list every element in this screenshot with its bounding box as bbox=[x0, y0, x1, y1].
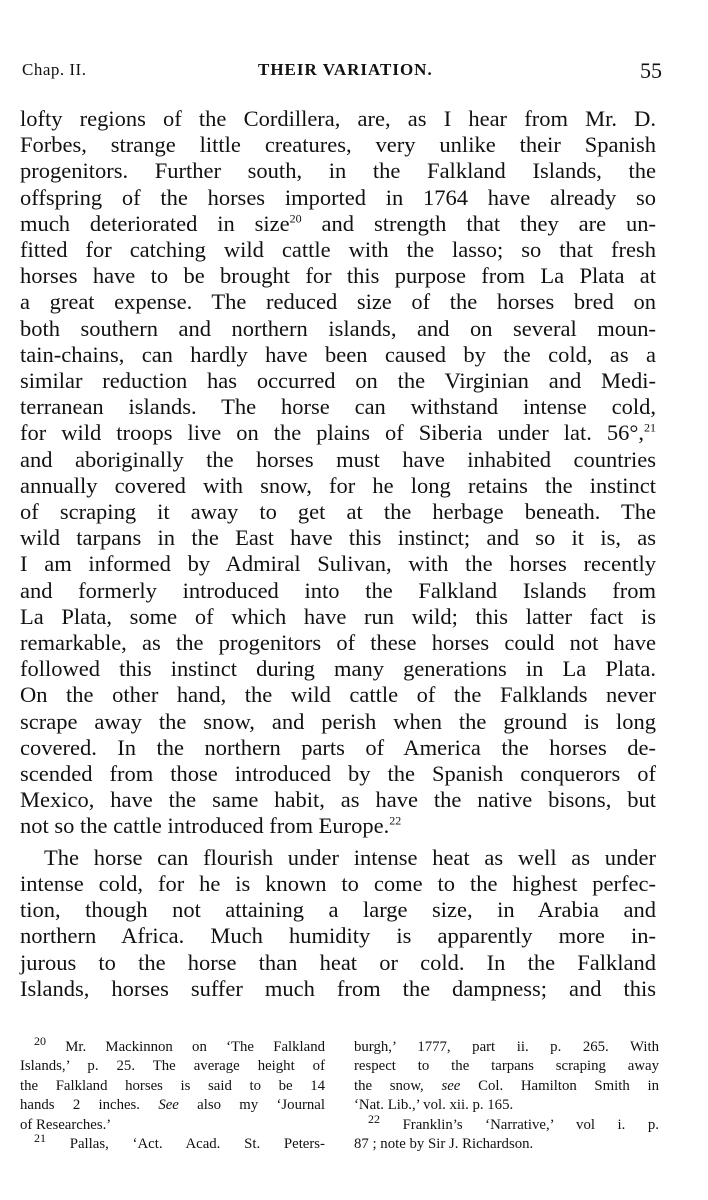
footnote-see: See bbox=[158, 1097, 179, 1114]
text-line: followed this instinct during many generations in La Plata. bbox=[20, 656, 656, 682]
text-line bbox=[20, 211, 656, 237]
footnote-text: Mr. Mackinnon on ‘The Falkland bbox=[65, 1039, 326, 1055]
footnote-text: Franklin’s ‘Narrative,’ vol i. p. bbox=[402, 1116, 659, 1133]
footnote-20-line bbox=[20, 1096, 325, 1115]
text-line: scended from those introduced by the Spanish conquerors of bbox=[20, 761, 656, 787]
text-line: fitted for catching wild cattle with the lasso; so that fresh bbox=[20, 237, 656, 263]
text-line: wild tarpans in the East have this instinct; and so it is, as bbox=[20, 525, 656, 551]
text-line: annually covered with snow, for he long retains the instinct bbox=[20, 472, 656, 498]
text-fragment: not so the cattle introduced from Europe. bbox=[20, 813, 390, 839]
text-line: a great expense. The reduced size of the horses bred on bbox=[20, 289, 656, 315]
text-line: both southern and northern islands, and on several moun- bbox=[20, 315, 656, 341]
body-text bbox=[20, 106, 656, 1002]
footnote-text: the snow, bbox=[354, 1077, 424, 1094]
text-line: Forbes, strange little creatures, very unlike their Spanish bbox=[20, 132, 656, 158]
text-line: covered. In the northern parts of America the horses de- bbox=[20, 734, 656, 760]
text-fragment: much deteriorated in size bbox=[20, 210, 290, 236]
text-line: and aboriginally the horses must have inhabited countries bbox=[20, 446, 656, 472]
text-line: The horse can flourish under intense heat as well as under bbox=[44, 844, 656, 870]
text-line: remarkable, as the progenitors of these horses could not have bbox=[20, 630, 656, 656]
footnote-21-line bbox=[20, 1131, 325, 1154]
footnote-20-line bbox=[20, 1034, 326, 1057]
text-line: Islands, horses suffer much from the dampness; and this bbox=[20, 975, 656, 1001]
footnote-21-line: respect to the tarpans scraping away bbox=[354, 1058, 659, 1075]
footnotes bbox=[20, 1034, 660, 1168]
text-line: offspring of the horses imported in 1764 have already so bbox=[20, 184, 656, 210]
text-line: progenitors. Further south, in the Falkland Islands, the bbox=[20, 158, 656, 184]
footnote-22-line: 87 ; note by Sir J. Richardson. bbox=[354, 1136, 534, 1153]
footnote-text: Col. Hamilton Smith in bbox=[478, 1077, 660, 1094]
footnote-ref-21: 21 bbox=[644, 420, 656, 435]
text-line bbox=[20, 813, 656, 839]
footnote-see: see bbox=[441, 1077, 461, 1094]
text-line: tion, though not attaining a large size, in Arabia and bbox=[20, 897, 656, 923]
footnote-ref-20: 20 bbox=[289, 211, 302, 226]
text-line: similar reduction has occurred on the Virginian and Medi- bbox=[20, 368, 656, 394]
footnote-column-right bbox=[354, 1038, 659, 1154]
footnote-mark-22: 22 bbox=[368, 1111, 380, 1126]
text-line: La Plata, some of which have run wild; this latter fact is bbox=[20, 603, 656, 629]
page-number: 55 bbox=[640, 58, 662, 83]
text-line: horses have to be brought for this purpose from La Plata at bbox=[20, 263, 656, 289]
text-line: northern Africa. Much humidity is apparently more in- bbox=[20, 923, 656, 949]
paragraph bbox=[20, 845, 656, 1002]
text-line: lofty regions of the Cordillera, are, as I hear from Mr. D. bbox=[20, 106, 656, 131]
paragraph bbox=[20, 106, 656, 840]
text-line: of scraping it away to get at the herbage beneath. The bbox=[20, 499, 656, 525]
footnote-20-line: Islands,’ p. 25. The average height of bbox=[20, 1058, 325, 1075]
footnote-ref-22: 22 bbox=[389, 813, 402, 828]
running-header bbox=[22, 58, 662, 92]
text-line: I am informed by Admiral Sulivan, with the horses recently bbox=[20, 551, 656, 577]
footnote-column-left bbox=[20, 1034, 326, 1154]
footnote-22-line bbox=[354, 1111, 659, 1135]
text-fragment: for wild troops live on the plains of Siberia under lat. 56°, bbox=[20, 420, 644, 446]
text-line: tain-chains, can hardly have been caused by the cold, as a bbox=[20, 341, 656, 367]
footnote-20-line: of Researches.’ bbox=[20, 1116, 112, 1133]
footnote-mark-21: 21 bbox=[34, 1131, 46, 1146]
text-line: On the other hand, the wild cattle of the Falklands never bbox=[20, 682, 656, 708]
footnote-text: also my ‘Journal bbox=[197, 1097, 325, 1114]
text-line: intense cold, for he is known to come to the highest perfec- bbox=[20, 870, 656, 896]
chapter-label: Chap. II. bbox=[22, 60, 87, 79]
footnote-20-line: the Falkland horses is said to be 14 bbox=[20, 1077, 325, 1094]
footnote-21-line bbox=[354, 1077, 659, 1096]
footnote-21-line: ‘Nat. Lib.,’ vol. xii. p. 165. bbox=[354, 1097, 514, 1114]
text-line: terranean islands. The horse can withstand intense cold, bbox=[20, 394, 656, 420]
text-line bbox=[20, 420, 656, 446]
text-line: and formerly introduced into the Falkland Islands from bbox=[20, 577, 656, 603]
text-line: jurous to the horse than heat or cold. In the Falkland bbox=[20, 949, 656, 975]
footnote-mark-20: 20 bbox=[34, 1034, 46, 1049]
footnote-text: hands 2 inches. bbox=[20, 1097, 141, 1114]
footnote-21-line: burgh,’ 1777, part ii. p. 265. With bbox=[354, 1039, 659, 1055]
text-line: scrape away the snow, and perish when the ground is long bbox=[20, 708, 656, 734]
running-title: THEIR VARIATION. bbox=[258, 60, 433, 79]
footnote-text: Pallas, ‘Act. Acad. St. Peters- bbox=[69, 1136, 325, 1153]
text-line: Mexico, have the same habit, as have the native bisons, but bbox=[20, 787, 656, 813]
text-fragment: and strength that they are un- bbox=[301, 210, 656, 236]
